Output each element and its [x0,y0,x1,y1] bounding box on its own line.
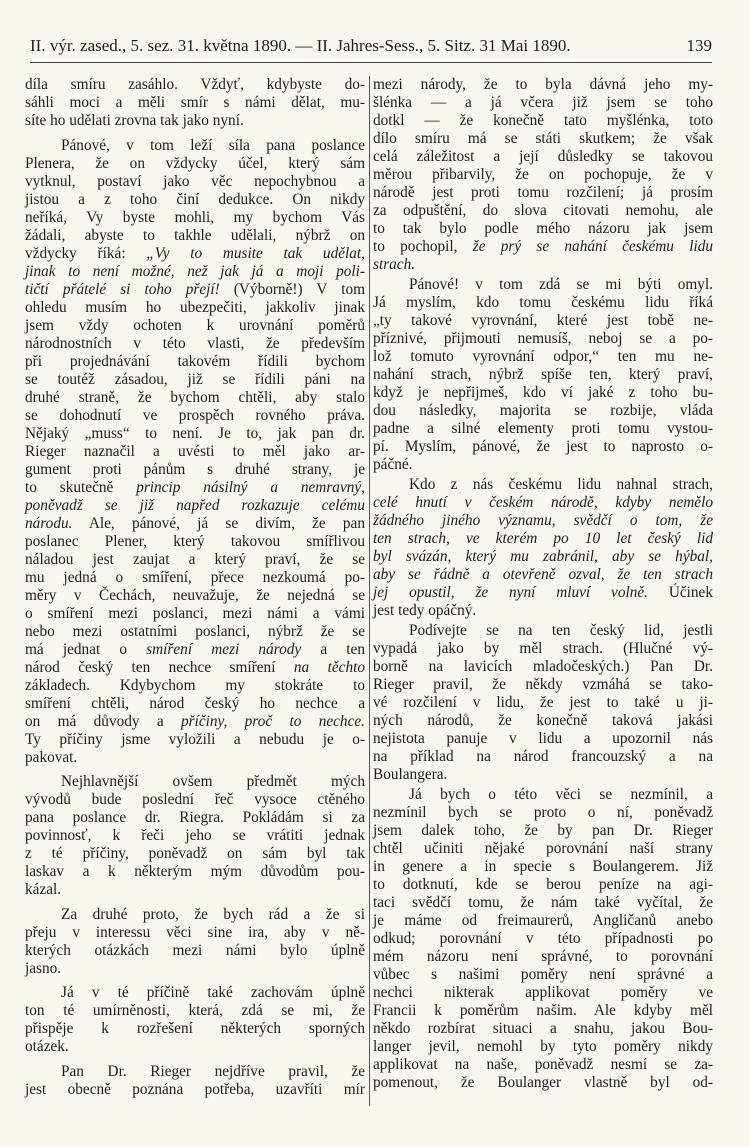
text: Já v té příčině také zachovám úplně [61,984,365,1001]
text-line [25,76,365,94]
text-line [373,748,713,766]
text-line [25,94,365,112]
text: dotkl — že konečně tato myšlénka, toto [373,112,713,129]
text: Rieger naznačil a uvésti to měl jako ar- [25,442,365,460]
text-line [373,148,713,166]
italic-text: jej opustil, že nyní mluví volně. [373,584,648,601]
text: Já myslím, kdo tomu českému lidu říká [373,294,713,311]
text-line [25,425,365,443]
text-line [25,245,365,263]
text-line [25,587,365,605]
text: základech. Kdybychom my stokráte to [25,676,365,694]
text-line [373,966,713,984]
text: on má důvody a [25,712,182,730]
text: se toutéž zásadou, již se řídili páni na [25,370,365,388]
text-line [25,317,365,335]
text-line [373,402,713,420]
text: jasno. [25,959,62,977]
text-line [25,906,365,924]
text: národnostních v této vlasti, že především [25,334,365,352]
text: za odpuštění, do slova citovati nemohu, ale [373,202,713,219]
text: sáhli moci a měli smír s námi dělat, mu- [25,94,365,111]
text-line [373,984,713,1002]
text: se dohodnutí ve prospěch rovného práva. [25,406,365,424]
text-line [25,443,365,461]
text-line [25,773,365,791]
text: nebo mezi ostatními poslanci, nýbrž že se [25,622,365,640]
text: měrou přibarvily, že on pochopuje, že v [373,166,713,183]
text-line [373,1038,713,1056]
header-title: II. výr. zased., 5. sez. 31. května 1890. — II. Jahres-Sess., 5. Sitz. 31 Mai 1890. [30,36,571,55]
text-line [373,184,713,202]
text: vývodů bude poslední řeč vysoce ctěného [25,791,365,808]
text-line [25,1081,365,1099]
text: jsem dalek toho, že by pan Dr. Rieger [373,822,713,839]
italic-text: tičtí přátelé si toho přejí! [25,280,234,298]
text: vytknul, postaví jako věc nepochybnou a [25,172,365,190]
text: přeju v interessu věci sine ira, aby v ně- [25,923,365,941]
header-rule [30,62,712,63]
text-line [25,845,365,863]
text-line [373,384,713,402]
text-line [373,166,713,184]
text-line [373,256,713,274]
text-line [373,548,713,566]
text: Účinek [647,584,713,601]
text: vé rozčilení v lidu, že jest to také u ji- [373,694,713,711]
text-line [373,220,713,238]
text-line [373,948,713,966]
text: na příklad na národ francouzský a na [373,748,713,765]
text: jest obecně poznána potřeba, uzavříti mír [25,1080,365,1098]
text-line [25,695,365,713]
text-line [373,1020,713,1038]
text-line [373,238,713,256]
paragraph [373,476,713,620]
text: laskav a k některým mým důvodům pou- [25,863,365,880]
text: vždycky říká: [25,244,147,262]
paragraph [373,76,713,274]
text-line [373,676,713,694]
text: neříká, Vy byste mohli, my bychom Vás [25,208,365,226]
text: vůbec s našimi poměry není správné a [373,966,713,983]
text-line [373,894,713,912]
text: Pan Dr. Rieger nejdříve pravil, že [61,1062,365,1080]
text: to dotknutí, kde se berou peníze na agi- [373,876,713,893]
column-divider [369,76,370,1106]
text: povinnosť, k řeči jeho se vrátiti jednak [25,827,365,844]
text: páčné. [373,456,413,473]
text-line [373,202,713,220]
text-line [25,353,365,371]
text-line [25,407,365,425]
text-line [373,858,713,876]
text: náladou jest zaujat a který praví, že se [25,550,365,568]
text-line [25,515,365,533]
italic-text: celé hnutí v českém národě, kdyby nemělo [373,494,713,511]
italic-text: na těchto [293,658,366,676]
running-header [30,36,712,60]
text: má jednat o [25,640,147,658]
text: někdo rozbírat situaci a snahu, jakou Bou- [373,1020,713,1037]
text: otázek. [25,1038,69,1055]
text: pomenout, že Boulanger vlastně byl od- [373,1074,713,1091]
paragraph [373,622,713,784]
paragraph [25,1063,365,1099]
text-line [373,348,713,366]
italic-text: princip násilný a nemravný, [136,478,365,496]
italic-text: smíření mezi národy [146,640,302,658]
text-line [25,863,365,881]
text-line [25,371,365,389]
text-line [25,731,365,749]
text: ohledu musím ho ubezpečiti, jakkoliv jinak [25,298,365,316]
text: lož tomuto vyrovnání odpor,“ ten mu ne- [373,348,713,365]
text: Kdo z nás českému lidu nahnal strach, [409,476,713,493]
text: Ty příčiny jsme vyložili a nebudu je o- [25,730,365,748]
text: „ty takové vyrovnání, které jest tobě ne- [373,312,713,329]
text: Pánové, v tom leží síla pana poslance [61,136,365,154]
text: díla smíru zasáhlo. Vždyť, kdybyste do- [25,76,365,93]
text-line [373,112,713,130]
text: Francii k poměrům našim. Ale kdyby měl [373,1002,713,1019]
text: ton té umírněnosti, která, zdá se mi, že [25,1002,365,1019]
text-line [25,173,365,191]
text: Za druhé proto, že bych rád a že si [61,905,365,923]
text-line [25,749,365,767]
text: příznivé, přijmouti nemusíš, neboj se a po- [373,330,713,347]
text: to tak bylo podle mého názoru jak jsem [373,220,713,237]
text: síte ho udělati zrovna tak jako nyní. [25,112,244,129]
text-line [25,389,365,407]
italic-text: národu. [25,514,73,532]
text-line [25,479,365,497]
text-line [373,366,713,384]
text: nezmínil bych se proto o ní, poněvadž [373,804,713,821]
text: gument proti pánům s druhé strany, je [25,460,365,478]
italic-text: byl svázán, který mu zabránil, aby se hýbal, [373,548,713,565]
text-line [373,930,713,948]
italic-text: jinak to není možné, než jak já a moji poli- [25,262,365,280]
text: dílo smíru má se státi skutkem; že však [373,130,713,147]
text: měry v Čechách, neuvažuje, že nejedná se [25,586,365,604]
text: kázal. [25,881,62,898]
paragraph [25,137,365,767]
text: je máme od freimaurerů, Angličanů anebo [373,912,713,929]
text: Nějaký „muss“ to není. Je to, jak pan dr. [25,424,365,442]
text: Já bych o této věci se nezmínil, a [409,786,713,803]
text-line [25,713,365,731]
text-line [25,335,365,353]
text-line [373,276,713,294]
text-line [373,786,713,804]
text-line [25,569,365,587]
text-line [25,984,365,1002]
text: když je nepřijmeš, kdo ví jaké z toho bu- [373,384,713,401]
text: chtěl učiniti nějaké porovnání naší strany [373,840,713,857]
text: mezi národy, že to byla dávná jeho my- [373,76,713,93]
text: o smíření mezi poslanci, mezi námi a vámi [25,604,365,622]
text-line [373,530,713,548]
text-line [25,263,365,281]
text-line [373,694,713,712]
text: pí. Myslím, pánové, že jest to naprosto o- [373,438,713,455]
text-line [373,584,713,602]
text: Plenera, že on vždycky účel, který sám [25,154,365,172]
paragraph [373,276,713,474]
text: přispěje k rozřešení některých sporných [25,1020,365,1037]
page-number: 139 [686,36,712,55]
text: Podívejte se na ten český lid, jestli [409,622,713,639]
text: z té příčiny, poněvadž on sám byl tak [25,845,365,862]
paragraph [25,906,365,978]
text-line [25,881,365,899]
left-column [25,76,365,1099]
italic-text: poněvadž se již napřed rozkazuje celému [25,496,365,514]
text-line [25,791,365,809]
paragraph [25,984,365,1056]
text: pana poslance dr. Riegra. Pokládám si za [25,809,365,826]
text: to skutečně [25,478,137,496]
text: taci svědčí tomu, že nám také vyčítal, že [373,894,713,911]
text-line [373,1056,713,1074]
text-line [373,294,713,312]
text-line [25,461,365,479]
text-line [373,658,713,676]
italic-text: žádného jiného významu, svědčí o tom, že [373,512,713,529]
italic-text: že prý se nahání českému lidu [472,238,714,255]
text-line [25,533,365,551]
text: langer jevil, nemohl by tyto poměry nikdy [373,1038,713,1055]
text-line [373,1002,713,1020]
text: a ten [301,640,365,658]
text: vypadá jako by měl strach. (Hlučné vý- [373,640,713,657]
text: druhé straně, že bychom chtěli, aby stalo [25,388,365,406]
italic-text: „Vy to musite tak udělat, [146,244,365,262]
text-line [25,497,365,515]
text: žádali, abyste to takhle udělali, nýbrž on [25,226,365,244]
text-line [373,730,713,748]
text-line [25,1002,365,1020]
text: (Výborně!) V tom [233,280,366,298]
text-line [25,1038,365,1056]
text-line [373,566,713,584]
text-line [373,494,713,512]
text: národě jest proti tomu rozčilení; já prosím [373,184,713,201]
text-line [25,942,365,960]
text-line [373,640,713,658]
text: odkud; porovnání v této případnosti po [373,930,713,947]
text: mu jedná o smíření, přece nezkoumá po- [25,568,365,586]
text-line [373,840,713,858]
text-line [25,155,365,173]
text: ných národů, že konečně taková jakási [373,712,713,729]
text: při projednávání takovém řídili bychom [25,352,365,370]
text-line [373,804,713,822]
text-line [373,312,713,330]
paragraph [25,773,365,899]
text-line [25,605,365,623]
text-line [373,330,713,348]
text-line [25,227,365,245]
text-line [25,827,365,845]
text-line [373,476,713,494]
text-line [25,960,365,978]
text-line [25,209,365,227]
text-line [373,766,713,784]
text: smíření chtěli, národ český ho nechce a [25,694,365,712]
italic-text: aby se řádně a otevřeně ozval, že ten strach [373,566,713,583]
text: národ český ten nechce smíření [25,658,294,676]
text-line [25,112,365,130]
text: Pánové! v tom zdá se mi býti omyl. [409,276,713,293]
text: nechci nikterak applikovat poměry ve [373,984,713,1001]
text-line [25,281,365,299]
text: celá záležitost a její důsledky se takovou [373,148,713,165]
italic-text: ten strach, ve kterém po 10 let český lid [373,530,713,547]
text-line [25,641,365,659]
text-line [373,130,713,148]
text-line [373,622,713,640]
text: borně na lavicích mladočeských.) Pan Dr. [373,658,713,675]
text: Nejhlavnější ovšem předmět mých [61,773,365,790]
text-line [373,512,713,530]
text: to pochopil, [373,238,473,255]
text-line [25,299,365,317]
text: dou následky, majorita se rozbije, vláda [373,402,713,419]
text: jest tedy opáčný. [373,602,477,619]
text-line [25,191,365,209]
text-line [373,76,713,94]
text-line [25,1020,365,1038]
text-line [373,712,713,730]
text-line [25,623,365,641]
text-line [25,1063,365,1081]
text: in genere a in specie s Boulangerem. Již [373,858,713,875]
right-column [373,76,713,1092]
text: applikovat na naše, poněvadž nesmí se za- [373,1056,713,1073]
text-line [25,551,365,569]
italic-text: strach. [373,256,416,273]
text: Rieger pravil, že někdy vzmáhá se tako- [373,676,713,693]
text: poslanec Plener, který takovou smířlivou [25,532,365,550]
text-line [373,438,713,456]
text-line [373,94,713,112]
paragraph [373,786,713,1092]
text: jsem vždy ochoten k urovnání poměrů [25,316,365,334]
text-line [373,822,713,840]
text: Boulangera. [373,766,448,783]
text-line [373,602,713,620]
text: Ale, pánové, já se divím, že pan [72,514,365,532]
text: pakovat. [25,748,78,766]
text-line [373,912,713,930]
text: jistou a z toho činí dedukce. On nikdy [25,190,365,208]
text-line [373,420,713,438]
text: šlénka — a já včera již jsem se toho [373,94,713,111]
text: nejistota panuje v lidu a upozornil nás [373,730,713,747]
text-line [25,659,365,677]
paragraph [25,76,365,130]
text-line [373,456,713,474]
italic-text: příčiny, proč to nechce. [181,712,365,730]
text-line [373,1074,713,1092]
text: padne a silné elementy proti tomu vystou- [373,420,713,437]
text: nahání strach, nýbrž spíše ten, který praví, [373,366,713,383]
text-line [25,924,365,942]
text-line [25,809,365,827]
text-line [25,677,365,695]
text: mém názoru není správné, to porovnání [373,948,713,965]
text-line [25,137,365,155]
text: kterých otázkách mezi námi bylo úplně [25,941,365,959]
text-line [373,876,713,894]
